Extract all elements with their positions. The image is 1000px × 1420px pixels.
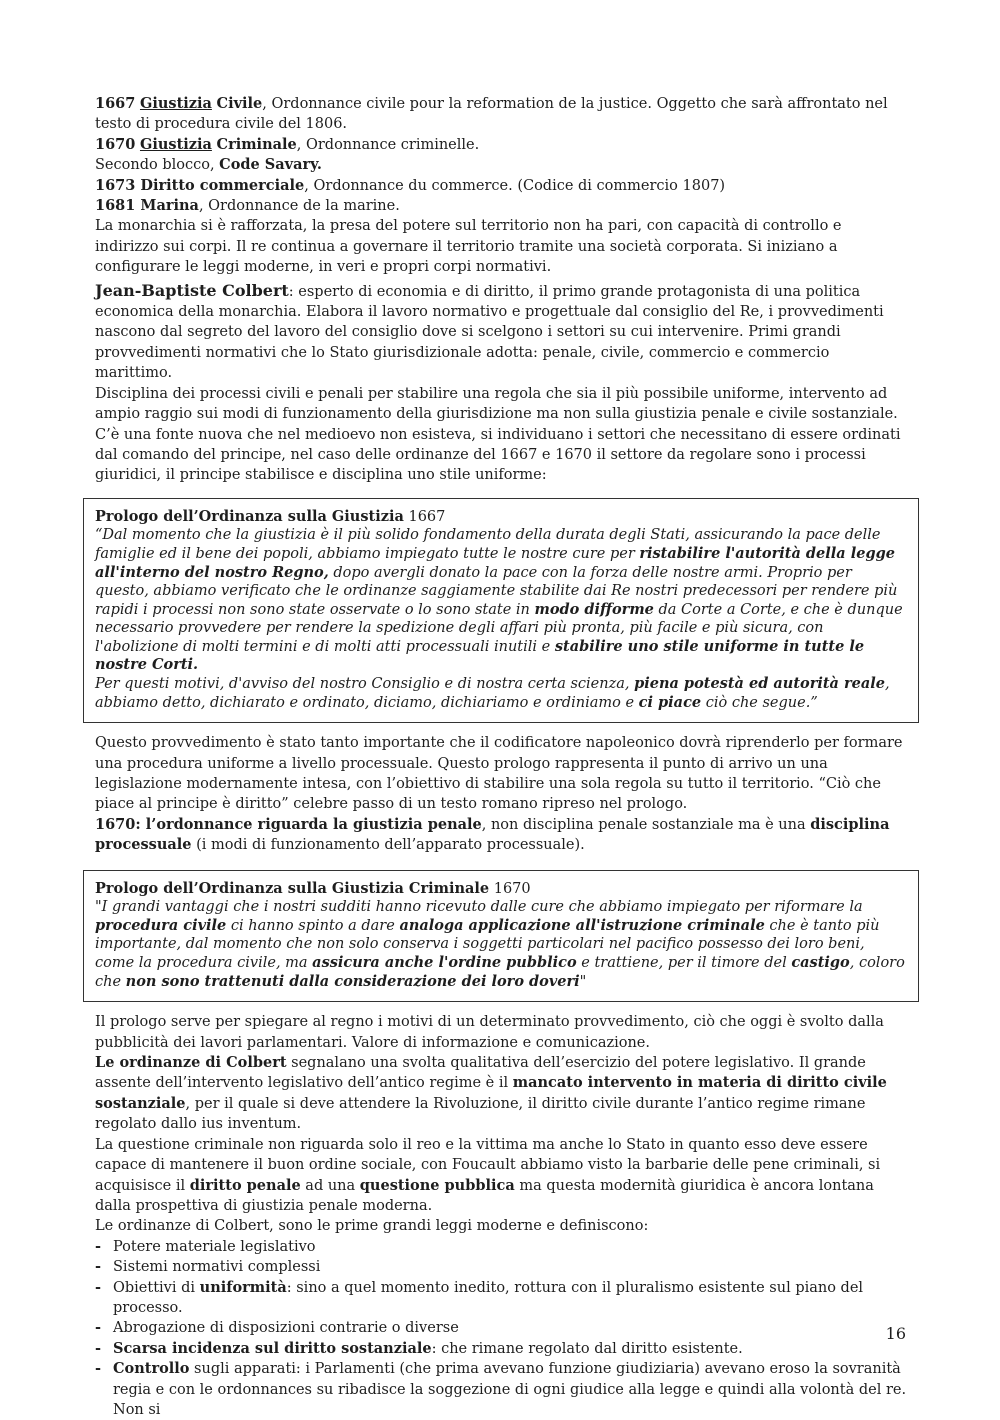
list-item: [95, 1278, 907, 1319]
prologue-1670-box: [83, 870, 919, 1003]
quote-emphasis: procedura civile: [95, 916, 227, 934]
quote-emphasis: analoga applicazione all'istruzione criminale: [399, 916, 765, 934]
list-item-text: : che rimane regolato dal diritto esistente.: [431, 1340, 743, 1357]
list-item-text: : sino a quel momento inedito, rottura con il pluralismo esistente sul piano del processo.: [113, 1279, 864, 1316]
secondo-blocco-line: [95, 155, 907, 175]
quote-text: , coloro che: [95, 955, 905, 990]
dash-bullet: -: [95, 1258, 102, 1276]
quote-text: e trattiene, per il timore del: [576, 955, 792, 972]
dash-bullet: -: [95, 1360, 102, 1378]
ordinance-1670-text: , Ordonnance criminelle.: [296, 136, 480, 153]
dash-bullet: -: [95, 1237, 102, 1255]
quote-mark: ": [95, 899, 102, 916]
list-item-emphasis: uniformità: [199, 1278, 287, 1296]
quote-text: Per questi motivi, d'avviso del nostro Consiglio e di nostra certa scienza,: [95, 676, 635, 693]
list-item-text: Abrogazione di disposizioni contrarie o diverse: [113, 1320, 459, 1337]
prologue-1667-title: [95, 508, 907, 527]
features-list: [95, 1237, 907, 1420]
list-item-emphasis: Controllo: [113, 1360, 190, 1378]
quote-text: dopo avergli donato la pace con la forza delle nostre armi. Proprio per questo, abbiamo verificato che le ordinanze saggiamente stabilite dai Re nostri predecessori per rendere più rapidi i processi non sono state osservate o lo sono state in: [95, 564, 898, 618]
provvedimento-paragraph: Questo provvedimento è stato tanto importante che il codificatore napoleonico dovrà riprenderlo per formare una procedura uniforme a livello processuale. Questo prologo rappresenta il punto di arrivo un una legislazione modernamente intesa, con l’obiettivo di stabilire una sola regola su tutto il territorio. “Ciò che piace al principe è diritto” celebre passo di un testo romano ripreso nel prologo.: [95, 735, 903, 813]
page-content: [95, 94, 907, 1420]
list-item: [95, 1318, 907, 1338]
criminale-text: ad una: [300, 1177, 360, 1194]
colbert-paragraph: [95, 281, 907, 384]
prologo-paragraph: Il prologo serve per spiegare al regno i motivi di un determinato provvedimento, ciò che oggi è svolto dalla pubblicità dei lavori parlamentari. Valore di informazione e comunicazione.: [95, 1014, 884, 1051]
prologue-1667-year: 1667: [403, 508, 446, 525]
quote-emphasis: ci piace: [638, 693, 702, 711]
quote-emphasis: piena potestà ed autorità reale: [634, 675, 885, 693]
quote-text: da Corte a Corte, e che è dunque necessario provvedere per rendere la spedizione degli affari più pronta, più facile e più sicura, con l'abolizione di molti termini e di molti atti processuali inutili e: [95, 601, 903, 655]
list-item-text: Sistemi normativi complessi: [113, 1259, 321, 1276]
ordinance-1667-text: , Ordonnance civile pour la reformation de la justice. Oggetto che sarà affrontato nel testo di procedura civile del 1806.: [95, 96, 888, 133]
ordonnance-1670-bold: 1670: l’ordonnance riguarda la giustizia penale: [95, 815, 482, 833]
prologue-1667-quote-end: [95, 675, 907, 712]
list-item-text: sugli apparati: i Parlamenti (che prima avevano funzione giudiziaria) avevano eroso la sovranità regia e con le ordonnances su ribadisce la soggezione di ogni giudice alla legge e quindi alla volontà del re. Non si: [113, 1361, 907, 1418]
disciplina-processuale: disciplina processuale: [95, 815, 890, 854]
dash-bullet: -: [95, 1319, 102, 1337]
ordinanze-text: segnalano una svolta qualitativa dell’esercizio del potere legislativo. Il grande assente dell’intervento legislativo dell’antico regime è il: [95, 1055, 866, 1092]
list-item: [95, 1359, 907, 1420]
code-savary: Code Savary.: [219, 156, 322, 174]
colbert-name: Jean-Baptiste Colbert: [95, 280, 289, 300]
ordinance-1681-text: , Ordonnance de la marine.: [198, 198, 400, 215]
ordinance-1670-line: [95, 135, 907, 155]
quote-emphasis: modo difforme: [534, 600, 654, 618]
quote-emphasis: assicura anche l'ordine pubblico: [312, 954, 577, 972]
list-item: [95, 1237, 907, 1257]
colbert-text: : esperto di economia e di diritto, il primo grande protagonista di una politica economica della monarchia. Elabora il lavoro normativo e progettuale dal consiglio del Re, i provvedimenti nascono dal segreto del lavoro del consiglio dove si scelgono i settori su cui intervenire. Primi grandi provvedimenti normativi che lo Stato giurisdizionale adotta: penale, civile, commercio e commercio marittimo.: [95, 283, 884, 382]
page-number: 16: [885, 1324, 906, 1343]
quote-text: ciò che segue.”: [701, 694, 818, 711]
prologue-1667-box: [83, 498, 919, 724]
quote-text: , abbiamo detto, dichiarato e ordinato, diciamo, dichiariamo e ordiniamo e: [95, 676, 890, 711]
disciplina-paragraph: Disciplina dei processi civili e penali per stabilire una regola che sia il più possibile uniforme, intervento ad ampio raggio sui modi di funzionamento della giurisdizione ma non sulla giustizia penale e civile sostanziale. C’è una fonte nuova che nel medioevo non esisteva, si individuano i settori che necessitano di essere ordinati dal comando del principe, nel caso delle ordinanze del 1667 e 1670 il settore da regolare sono i processi giuridici, il principe stabilisce e disciplina uno stile uniforme:: [95, 385, 901, 484]
questione-pubblica: questione pubblica: [359, 1176, 515, 1194]
prologue-1670-title: [95, 880, 907, 899]
monarchia-paragraph: La monarchia si è rafforzata, la presa del potere sul territorio non ha pari, con capacità di controllo e indirizzo sui corpi. Il re continua a governare il territorio tramite una società corporata. Si iniziano a configurare le leggi moderne, in veri e propri corpi normativi.: [95, 218, 842, 276]
list-item-text: Obiettivi di: [113, 1279, 200, 1296]
ordonnance-1670-paragraph: [95, 815, 907, 856]
term-marina: 1681 Marina: [95, 197, 199, 215]
quote-emphasis: non sono trattenuti dalla considerazione dei loro doveri: [125, 972, 580, 990]
list-item: [95, 1257, 907, 1277]
dash-bullet: -: [95, 1339, 102, 1357]
ordonnance-1670-text: (i modi di funzionamento dell’apparato processuale).: [191, 837, 585, 854]
ordonnance-1670-text: , non disciplina penale sostanziale ma è una: [481, 816, 811, 833]
term-criminale: Criminale: [216, 135, 297, 153]
list-item: [95, 1339, 907, 1359]
prologue-1670-title-bold: Prologo dell’Ordinanza sulla Giustizia Criminale: [95, 879, 490, 897]
quote-text: che è tanto più importante, dal momento che non solo conserva i soggetti particolari nel pacifico possesso dei loro beni, come la procedura civile, ma: [95, 917, 880, 972]
term-civile: Civile: [216, 95, 263, 112]
ordinance-1681-line: [95, 196, 907, 216]
term-diritto-commerciale: 1673 Diritto commerciale: [95, 176, 305, 194]
quote-text: “Dal momento che la giustizia è il più solido fondamento della durata degli Stati, assicurando la pace delle famiglie ed il bene dei popoli, abbiamo impiegato tutte le nostre cure per: [95, 527, 881, 562]
diritto-penale: diritto penale: [189, 1176, 301, 1194]
quote-text: ci hanno spinto a dare: [226, 917, 400, 934]
quote-text: I grandi vantaggi che i nostri sudditi hanno ricevuto dalle cure che abbiamo impiegato per riformare la: [101, 899, 863, 916]
quote-emphasis: ristabilire l'autorità della legge all'interno del nostro Regno,: [95, 544, 895, 581]
term-giustizia: Giustizia: [139, 95, 212, 112]
quote-mark: ": [579, 973, 587, 990]
prologue-1670-quote: [95, 898, 907, 991]
criminale-text: ma questa modernità giuridica è ancora lontana dalla prospettiva di giustizia penale moderna.: [95, 1177, 874, 1214]
ordinanze-colbert: Le ordinanze di Colbert: [95, 1054, 287, 1072]
ordinance-1673-line: [95, 176, 907, 196]
prologue-1667-title-bold: Prologo dell’Ordinanza sulla Giustizia: [95, 507, 404, 525]
term-giustizia: Giustizia: [139, 135, 212, 153]
year-1670: 1670: [95, 135, 136, 153]
year-1667: 1667: [95, 95, 136, 112]
ordinance-1667-line: [95, 94, 907, 135]
mancato-intervento: mancato intervento in materia di diritto civile sostanziale: [95, 1074, 887, 1112]
quote-emphasis: stabilire uno stile uniforme in tutte le nostre Corti.: [95, 637, 865, 674]
list-item-emphasis: Scarsa incidenza sul diritto sostanziale: [113, 1339, 432, 1357]
criminale-text: La questione criminale non riguarda solo il reo e la vittima ma anche lo Stato in quanto esso deve essere capace di mantenere il buon ordine sociale, con Foucault abbiamo visto la barbarie delle pene criminali, si acquisisce il: [95, 1136, 881, 1194]
ordinanze-text: , per il quale si deve attendere la Rivoluzione, il diritto civile durante l’antico regime rimane regolato dallo ius inventum.: [95, 1095, 866, 1133]
prologue-1670-year: 1670: [489, 880, 531, 897]
ordinanze-paragraph: [95, 1053, 907, 1135]
list-intro: Le ordinanze di Colbert, sono le prime grandi leggi moderne e definiscono:: [95, 1218, 649, 1235]
list-item-text: Potere materiale legislativo: [113, 1238, 316, 1255]
questione-criminale-paragraph: [95, 1135, 907, 1217]
dash-bullet: -: [95, 1278, 102, 1296]
prologue-1667-quote: [95, 526, 907, 675]
secondo-blocco-label: Secondo blocco,: [95, 157, 220, 174]
quote-emphasis: castigo: [791, 954, 850, 972]
ordinance-1673-text: , Ordonnance du commerce. (Codice di commercio 1807): [304, 177, 726, 194]
